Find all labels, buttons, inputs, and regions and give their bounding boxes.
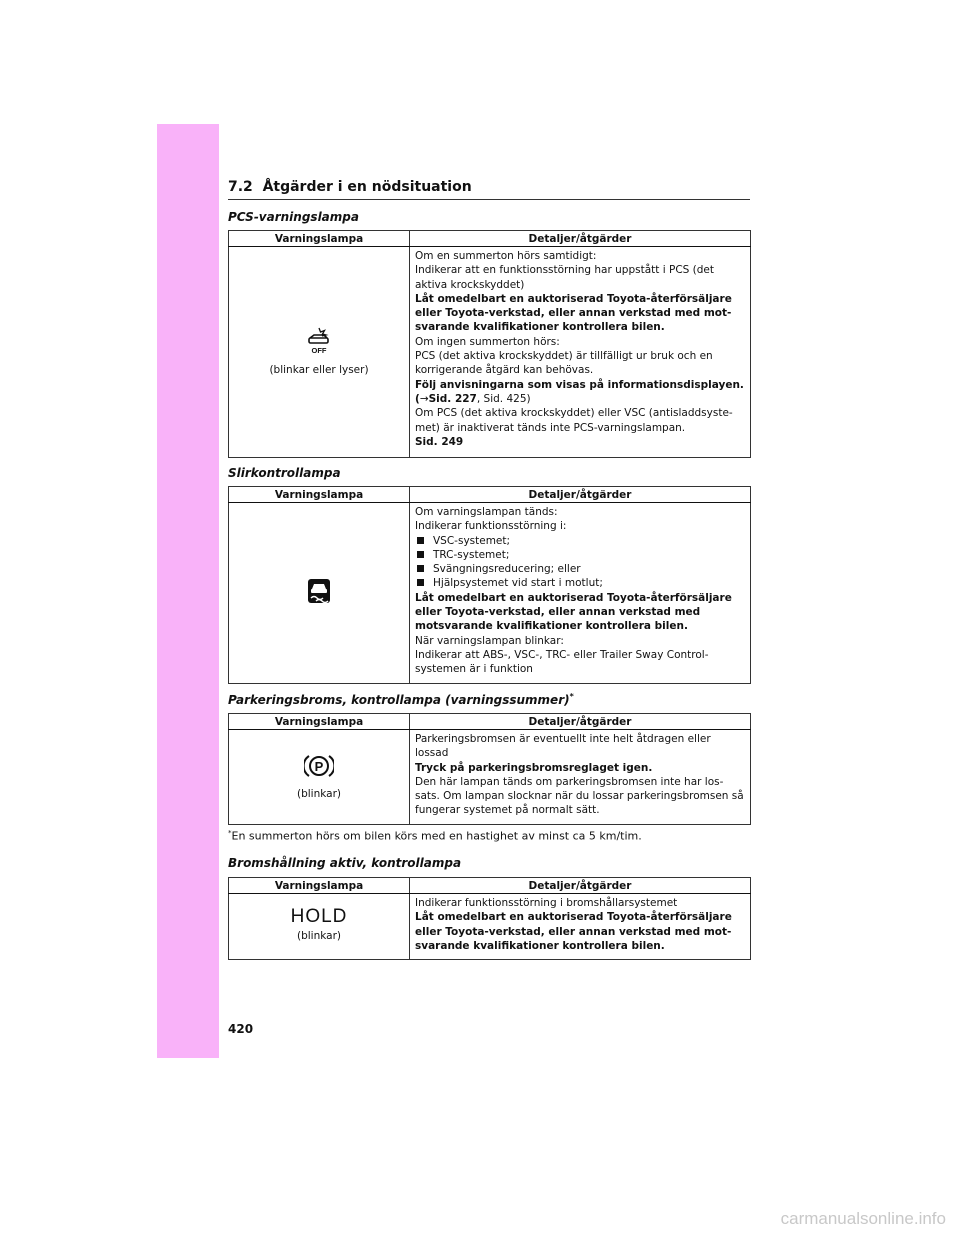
pcs-ref-page-link-2[interactable]: Sid. 249 [415, 435, 464, 448]
hold-lamp-caption: (blinkar) [297, 929, 341, 942]
pcs-text-2: Indikerar att en funktionsstörning har uppstått i PCS (det aktiva krockskyddet) [415, 264, 714, 291]
hold-text-1: Indikerar funktionsstörning i bromshållarsystemet [415, 897, 678, 909]
footnote: *En summerton hörs om bilen körs med en hastighet av minst ca 5 km/tim. [228, 829, 642, 843]
pcs-text-4: Om ingen summerton hörs: [415, 335, 560, 348]
parking-lamp-caption: (blinkar) [297, 788, 341, 800]
pcs-heading: PCS-varningslampa [228, 210, 359, 224]
parking-text-2: Tryck på parkeringsbromsreglaget igen. [415, 761, 653, 774]
pcs-warning-icon [304, 327, 334, 355]
col-header-lamp: Varningslampa [229, 487, 410, 503]
pcs-text-5: PCS (det aktiva krockskyddet) är tillfälligt ur bruk och en korrigerande åtgärd kan behövas. [415, 350, 713, 377]
watermark: carmanualsonline.info [780, 1209, 946, 1228]
bullet-icon [417, 579, 424, 586]
pcs-icon-off-text: OFF [311, 345, 327, 355]
hold-details-cell [410, 894, 751, 960]
list-item: VSC-systemet; [415, 534, 746, 548]
pcs-text-3: Låt omedelbart en auktoriserad Toyota-återförsäljare eller Toyota-verkstad, eller annan verkstad med mot-svarande kvalifikationer kontrollera bilen. [415, 292, 732, 334]
pcs-lamp-cell [229, 247, 410, 458]
hold-indicator-icon: HOLD [290, 906, 348, 928]
col-header-details: Detaljer/åtgärder [410, 231, 751, 247]
parking-table [228, 713, 751, 825]
slip-text-2: Indikerar funktionsstörning i: [415, 520, 567, 533]
chapter-tab-bar [157, 124, 219, 1058]
bullet-icon [417, 537, 424, 544]
slip-text-4: När varningslampan blinkar: [415, 634, 564, 647]
pcs-text-1: Om en summerton hörs samtidigt: [415, 250, 597, 262]
parking-details-cell [410, 730, 751, 825]
list-item: Svängningsreducering; eller [415, 562, 746, 576]
section-number: 7.2 [228, 179, 253, 195]
section-title: Åtgärder i en nödsituation [262, 179, 472, 195]
slip-text-1: Om varningslampan tänds: [415, 506, 558, 518]
hold-table [228, 877, 751, 960]
col-header-lamp: Varningslampa [229, 878, 410, 894]
arrow-icon: → [419, 392, 429, 405]
slip-table [228, 486, 751, 684]
slip-text-5: Indikerar att ABS-, VSC-, TRC- eller Trailer Sway Control-systemen är i funktion [415, 648, 709, 676]
parking-text-3: Den här lampan tänds om parkeringsbromsen inte har los-sats. Om lampan slocknar när du lossar parkeringsbromsen så fungerar systemet på normalt sätt. [415, 775, 744, 817]
list-item: TRC-systemet; [415, 548, 746, 562]
bullet-icon [417, 551, 424, 558]
slip-details-cell [410, 503, 751, 684]
col-header-lamp: Varningslampa [229, 231, 410, 247]
pcs-text-6: Följ anvisningarna som visas på informationsdisplayen. [415, 378, 744, 391]
hold-heading: Bromshållning aktiv, kontrollampa [228, 856, 462, 870]
pcs-ref-page-link[interactable]: Sid. 227 [428, 392, 477, 405]
bullet-icon [417, 565, 424, 572]
col-header-details: Detaljer/åtgärder [410, 487, 751, 503]
section-divider [228, 199, 750, 200]
slip-text-3: Låt omedelbart en auktoriserad Toyota-återförsäljare eller Toyota-verkstad, eller annan verkstad med motsvarande kvalifikationer kontrollera bilen. [415, 591, 732, 633]
list-item: Hjälpsystemet vid start i motlut; [415, 576, 746, 590]
parking-heading: Parkeringsbroms, kontrollampa (varningssummer)* [228, 692, 574, 707]
parking-icon-letter: P [314, 758, 324, 774]
parking-text-1: Parkeringsbromsen är eventuellt inte helt åtdragen eller lossad [415, 733, 711, 760]
pcs-details-cell [410, 247, 751, 458]
col-header-details: Detaljer/åtgärder [410, 714, 751, 730]
page-number: 420 [228, 1022, 254, 1036]
slip-heading: Slirkontrollampa [228, 466, 341, 480]
parking-brake-icon [304, 753, 334, 779]
parking-lamp-cell [229, 730, 410, 825]
section-heading [228, 179, 472, 195]
pcs-page-reference: (→Sid. 227, Sid. 425) [415, 392, 531, 405]
hold-text-2: Låt omedelbart en auktoriserad Toyota-återförsäljare eller Toyota-verkstad, eller annan verkstad med mot-svarande kvalifikationer kontrollera bilen. [415, 911, 732, 952]
hold-lamp-cell [229, 894, 410, 960]
pcs-text-7: Om PCS (det aktiva krockskyddet) eller VSC (antisladdsyste-met) är inaktiverat tänds inte PCS-varningslampan. [415, 407, 733, 434]
col-header-lamp: Varningslampa [229, 714, 410, 730]
col-header-details: Detaljer/åtgärder [410, 878, 751, 894]
slip-lamp-cell [229, 503, 410, 684]
pcs-lamp-caption: (blinkar eller lyser) [269, 364, 369, 376]
pcs-table [228, 230, 751, 458]
slip-indicator-icon [308, 579, 330, 603]
